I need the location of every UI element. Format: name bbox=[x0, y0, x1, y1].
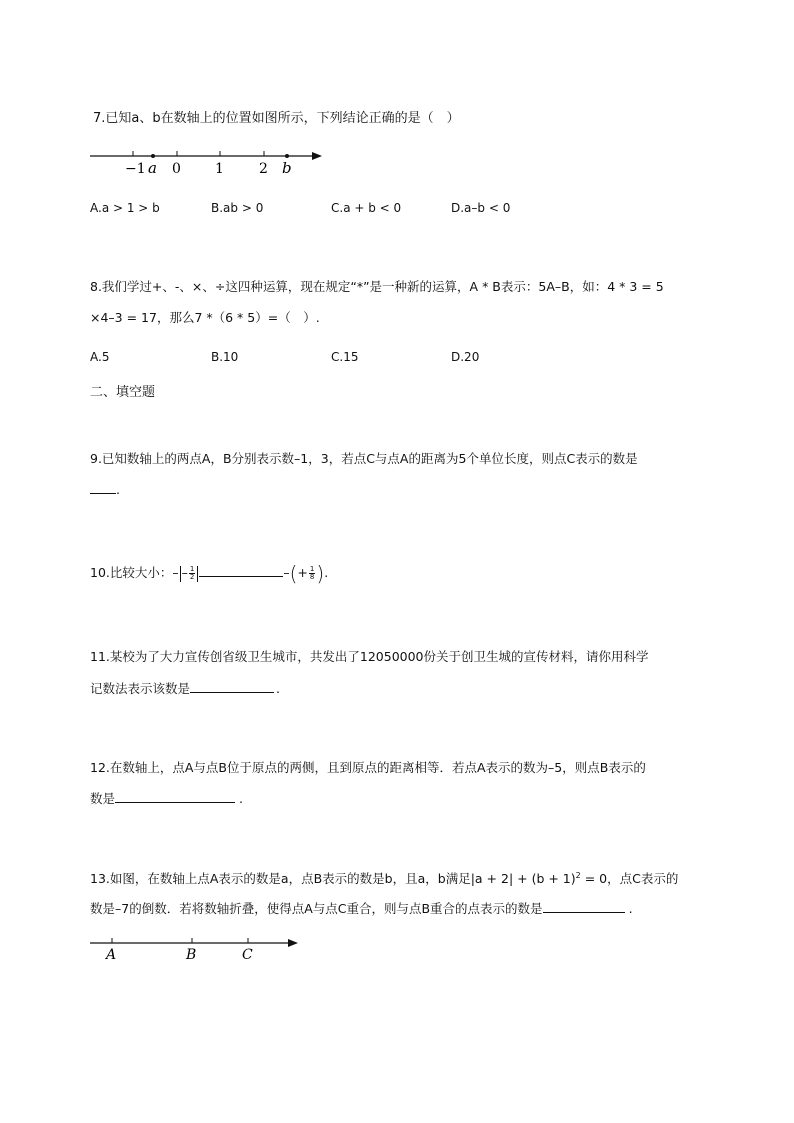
q10-fraction-2: $\frac{1}{8}$ bbox=[309, 565, 315, 581]
point-label-a: a bbox=[148, 159, 157, 177]
q7-number-line bbox=[88, 145, 328, 179]
q12-line1: 12.在数轴上，点A与点B位于原点的两侧，且到原点的距离相等．若点A表示的数为–5，则点B表示的 bbox=[90, 760, 646, 775]
q7-stem: 7.已知a、b在数轴上的位置如图所示，下列结论正确的是（ ） bbox=[93, 111, 460, 126]
q8-line2: ×4–3 = 17，那么7 *（6 * 5）=（ ）. bbox=[90, 310, 320, 325]
q7-option-d: D.a–b < 0 bbox=[451, 201, 511, 215]
point-label-b: b bbox=[282, 159, 292, 177]
q12-answer-blank[interactable] bbox=[115, 790, 235, 803]
q10-line: 10.比较大小：– – $\frac{1}{2}$ –(+ $\frac{1}{8}$ ). bbox=[90, 561, 329, 586]
q9-line2: . bbox=[90, 481, 120, 498]
point-label-A: A bbox=[106, 947, 117, 963]
q8-option-c: C.15 bbox=[331, 350, 359, 364]
q13-line1: 13.如图，在数轴上点A表示的数是a，点B表示的数是b，且a，b满足$|a + 2| + (b + 1)^2 = 0$，点C表示的 bbox=[90, 871, 679, 887]
point-a bbox=[151, 154, 155, 158]
q12-line2: 数是 . bbox=[90, 791, 243, 806]
q7-option-b: B.ab > 0 bbox=[211, 201, 264, 215]
q9-answer-blank[interactable] bbox=[90, 481, 116, 494]
q8-option-b: B.10 bbox=[211, 350, 239, 364]
tick-label-1: 1 bbox=[215, 161, 224, 177]
q13-number-line bbox=[88, 934, 304, 964]
tick-label-2: 2 bbox=[259, 161, 268, 177]
q13-line2: 数是–7的倒数．若将数轴折叠，使得点A与点C重合，则与点B重合的点表示的数是 . bbox=[90, 901, 633, 916]
q11-line1: 11.某校为了大力宣传创省级卫生城市，共发出了12050000份关于创卫生城的宣传材料，请你用科学 bbox=[90, 649, 649, 664]
tick-label-minus1: −1 bbox=[125, 161, 146, 177]
q9-line1: 9.已知数轴上的两点A，B分别表示数–1，3，若点C与点A的距离为5个单位长度，则点C表示的数是 bbox=[90, 451, 638, 466]
point-b bbox=[285, 154, 289, 158]
q10-prefix: 10.比较大小： bbox=[90, 565, 173, 580]
point-label-C: C bbox=[242, 947, 253, 963]
q8-option-d: D.20 bbox=[451, 350, 480, 364]
point-label-B: B bbox=[186, 947, 197, 963]
q8-line1: 8.我们学过+、-、×、÷这四种运算，现在规定“*”是一种新的运算，A * B表示：5A–B，如：4 * 3 = 5 bbox=[90, 279, 664, 294]
q11-line2: 记数法表示该数是 . bbox=[90, 681, 280, 696]
q7-option-c: C.a + b < 0 bbox=[331, 201, 402, 215]
q7-option-a: A.a > 1 > b bbox=[90, 201, 160, 215]
q10-answer-blank[interactable] bbox=[199, 564, 283, 577]
q13-answer-blank[interactable] bbox=[543, 900, 625, 913]
q11-answer-blank[interactable] bbox=[190, 680, 274, 693]
section-title: 二、填空题 bbox=[90, 385, 156, 400]
q10-fraction-1: $\frac{1}{2}$ bbox=[189, 565, 195, 581]
tick-label-0: 0 bbox=[172, 161, 181, 177]
q8-option-a: A.5 bbox=[90, 350, 110, 364]
axis-arrow bbox=[288, 939, 298, 947]
axis-arrow bbox=[312, 152, 322, 160]
